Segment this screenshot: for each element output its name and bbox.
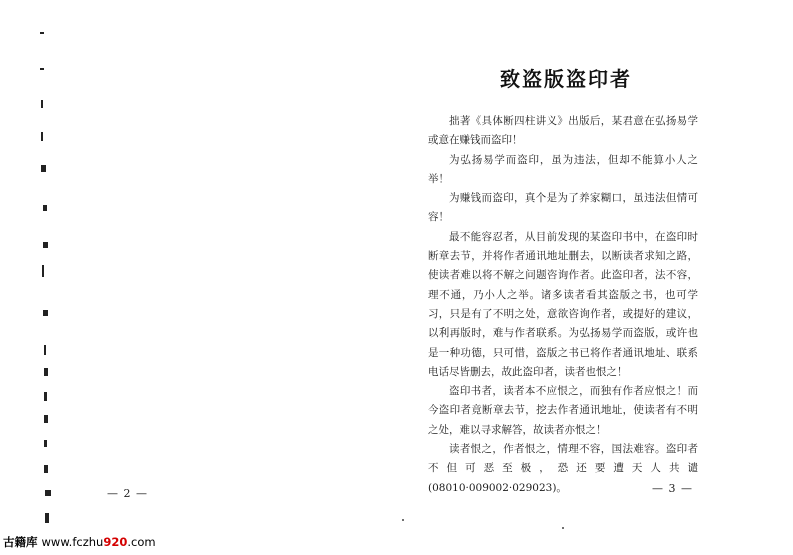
- paragraph: 盗印书者，读者本不应恨之，而独有作者应恨之！而今盗印者竟断章去节，挖去作者通讯地址，使读者有不明之处，难以寻求解答，故读者亦恨之！: [428, 385, 698, 436]
- body-text: [428, 112, 698, 498]
- watermark-url-suffix: .com: [127, 535, 156, 549]
- left-page-number: — 2 —: [107, 487, 148, 500]
- page-title: 致盗版盗印者: [500, 67, 632, 91]
- site-watermark[interactable]: [3, 534, 156, 550]
- paragraph: 读者恨之，作者恨之，情理不容，国法难容。盗印者不但可恶至极，恐还要遭天人共谴(08010·009002·029023)。: [428, 443, 698, 494]
- paragraph: 为赚钱而盗印，真个是为了养家糊口，虽违法但情可容！: [428, 192, 698, 224]
- scan-speck: [562, 527, 564, 529]
- paragraph: 拙著《具体断四柱讲义》出版后，某君意在弘扬易学或意在赚钱而盗印！: [428, 115, 698, 147]
- binding-marks: [38, 20, 58, 530]
- paragraph: 最不能容忍者，从目前发现的某盗印书中，在盗印时断章去节，并将作者通讯地址删去，以断读者求知之路，使读者难以将不解之问题咨询作者。此盗印者，法不容，理不通，乃小人之举。诸多读者看其盗版之书，也可学习，只是有了不明之处，意欲咨询作者，或提好的建议，以利再版时，难与作者联系。为弘扬易学而盗版，或许也是一种功德，只可惜，盗版之书已将作者通讯地址、联系电话尽皆删去，故此盗印者，读者也恨之！: [428, 230, 698, 378]
- watermark-site-name: 古籍库: [3, 535, 38, 549]
- paragraph: 为弘扬易学而盗印，虽为违法，但却不能算小人之举！: [428, 153, 698, 185]
- watermark-url-prefix: www.fczhu: [41, 535, 104, 549]
- scan-speck: [402, 519, 404, 521]
- watermark-url-number: 920: [103, 535, 128, 549]
- right-page-number: — 3 —: [652, 482, 693, 495]
